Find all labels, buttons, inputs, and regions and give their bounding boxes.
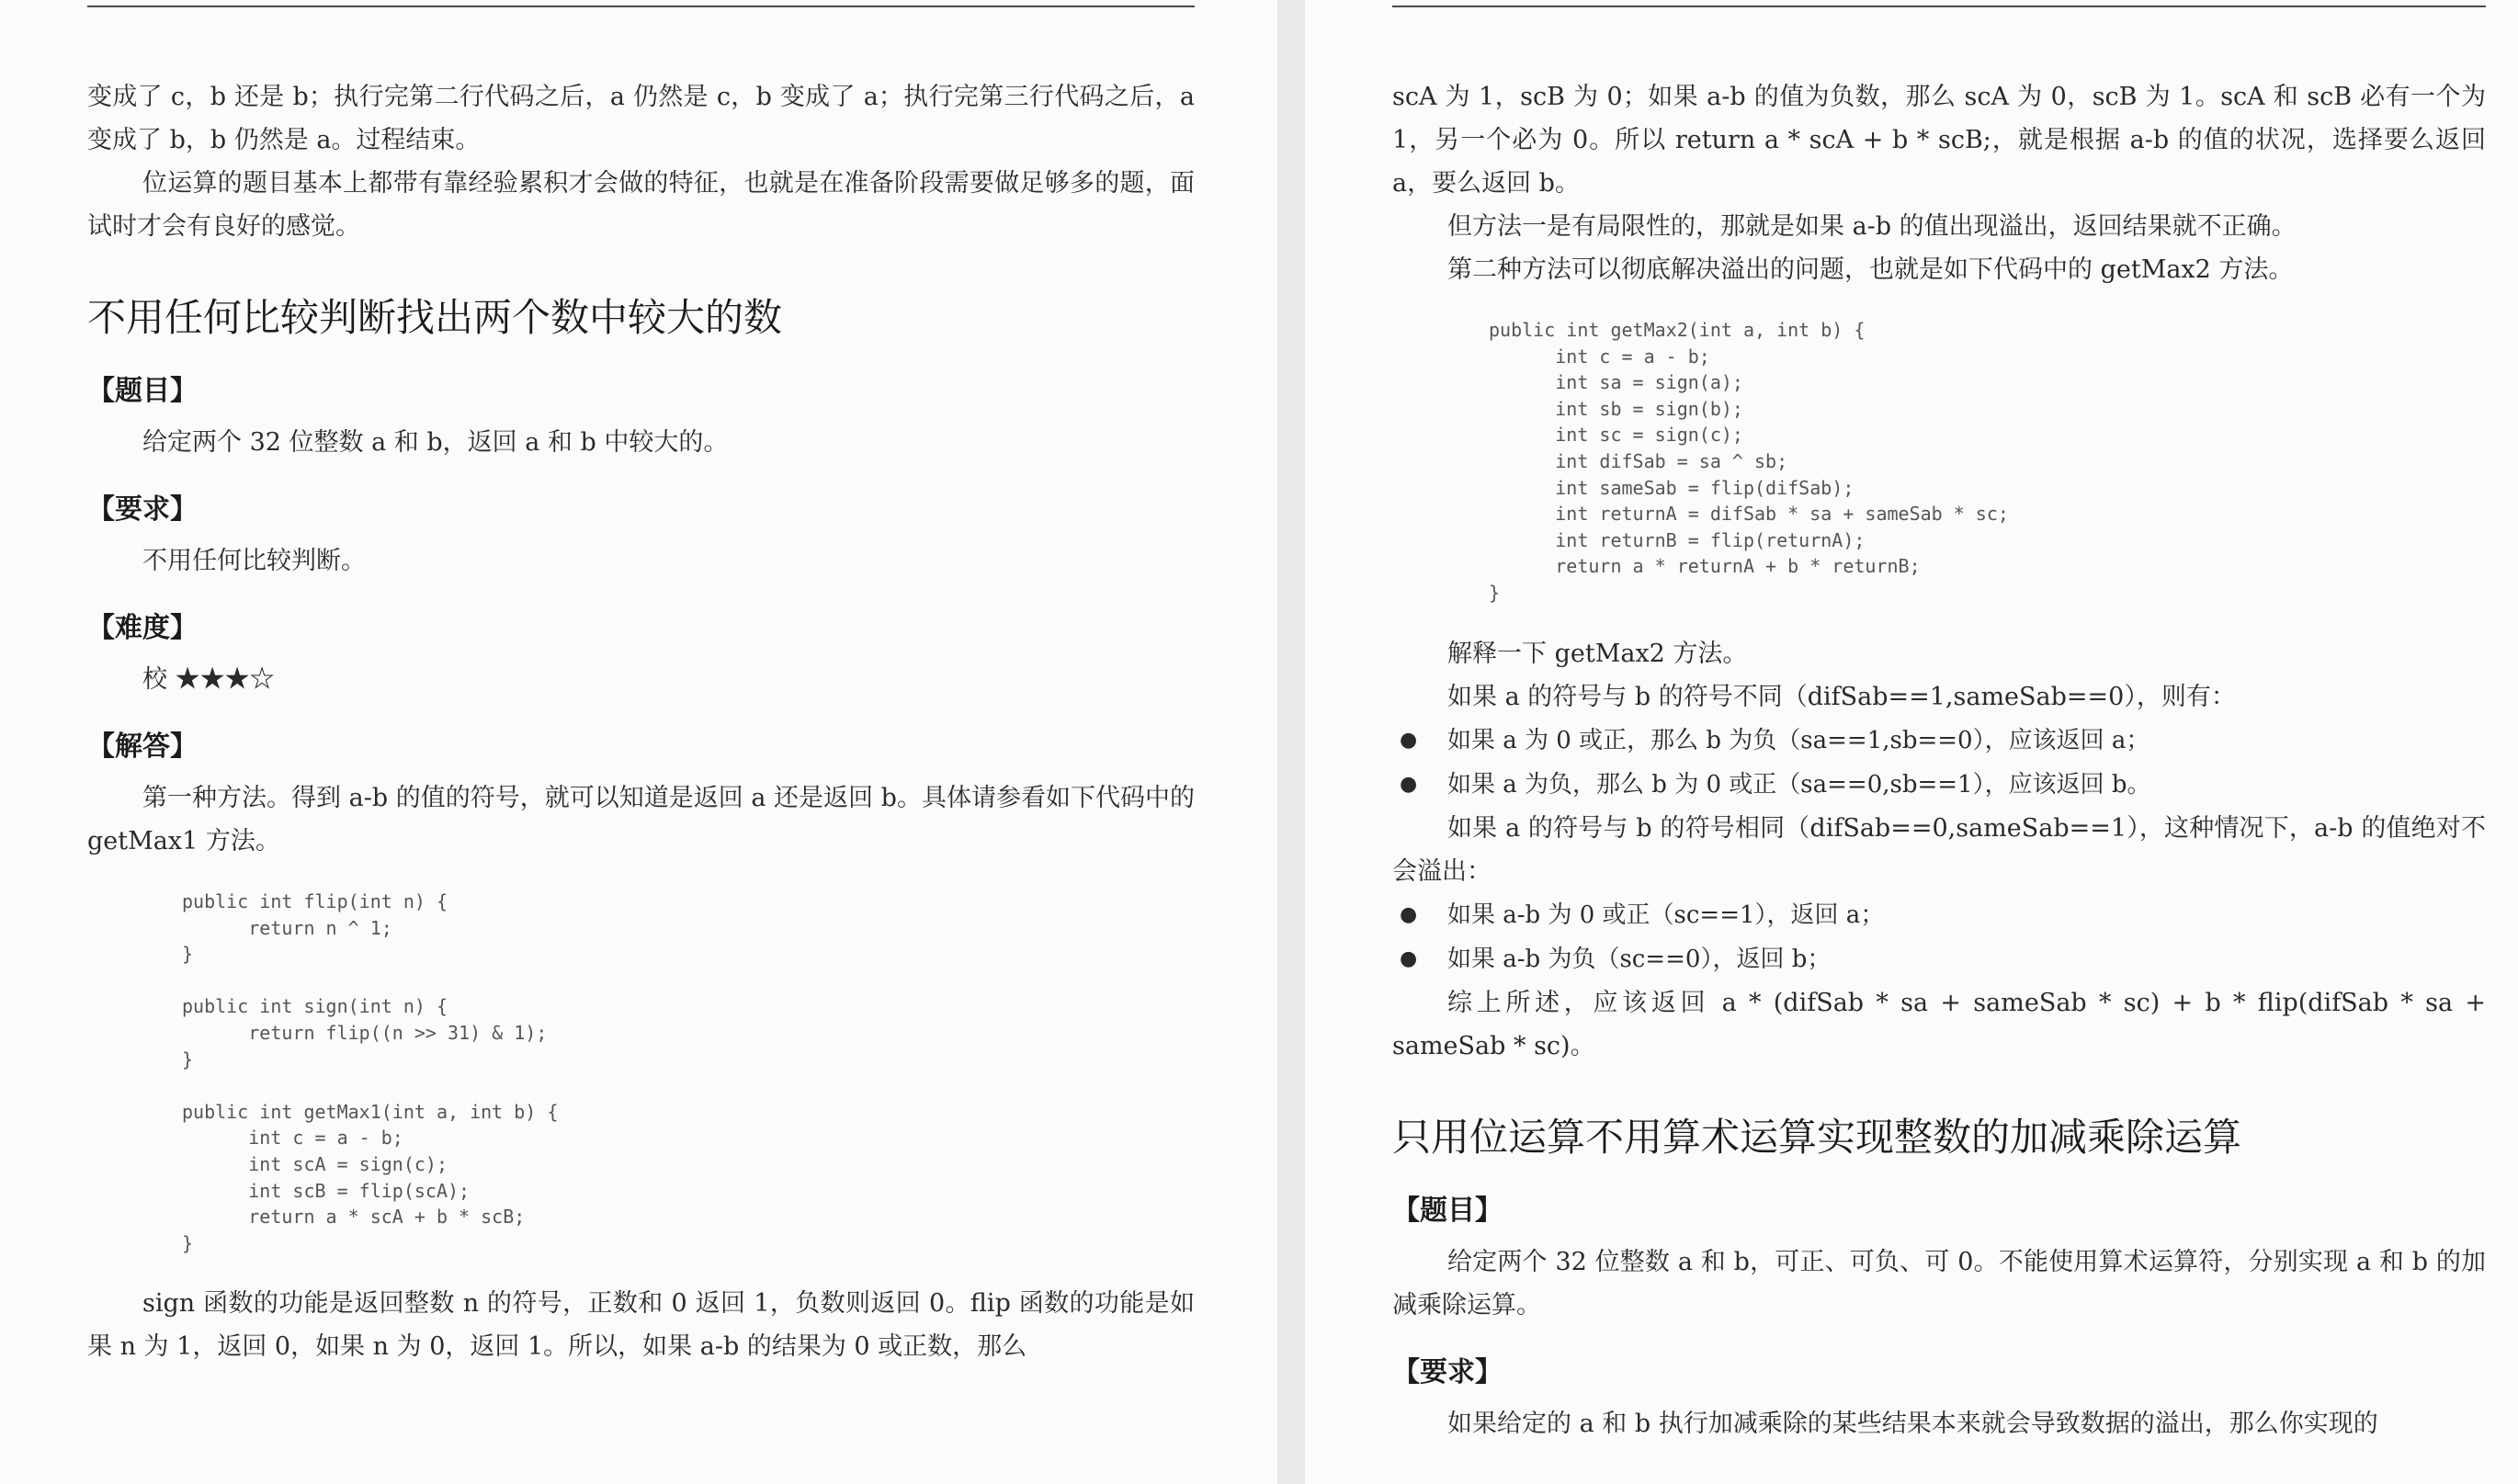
paragraph: 如果 a 的符号与 b 的符号不同（difSab==1,sameSab==0），则有： (1447, 682, 2236, 711)
paragraph: scA 为 1，scB 为 0；如果 a-b 的值为负数，那么 scA 为 0，scB 为 1。scA 和 scB 必有一个为 1，另一个必为 0。所以 return a * scA + b * scB;，就是根据 a-b 的值的状况，选择要么返回 a，要么返回 b。 (1392, 83, 2486, 198)
paragraph: 解释一下 getMax2 方法。 (1447, 639, 1748, 668)
problem-heading: 【题目】 (87, 375, 198, 407)
paragraph: sign 函数的功能是返回整数 n 的符号，正数和 0 返回 1，负数则返回 0。flip 函数的功能是如果 n 为 1，返回 0，如果 n 为 0，返回 1。所以，如果 a-b 的结果为 0 或正数，那么 (87, 1289, 1195, 1362)
left-page-content (87, 75, 1195, 1368)
bullet-icon: ● (1400, 772, 1418, 796)
right-page-content (1392, 75, 2486, 1445)
code-block-getmax1: public int flip(int n) { return n ^ 1; } public int sign(int n) { return flip((n >> 31) & 1); } public int getMax1(int a, int b) { int c = a - b; int scA = sign(c); int scB = flip(scA); return a * scA + b * scB; } (182, 890, 559, 1254)
requirement-heading: 【要求】 (87, 493, 198, 526)
section-title: 不用任何比较判断找出两个数中较大的数 (87, 295, 783, 340)
bullet-list (1392, 719, 2486, 807)
list-item: ● 如果 a 为负，那么 b 为 0 或正（sa==0,sb==1），应该返回 b。 (1392, 763, 2486, 807)
bullet-icon: ● (1400, 902, 1418, 926)
bullet-icon: ● (1400, 946, 1418, 970)
list-item: ● 如果 a-b 为负（sc==0），返回 b； (1392, 937, 2486, 981)
paragraph: 变成了 c，b 还是 b；执行完第二行代码之后，a 仍然是 c，b 变成了 a；执行完第三行代码之后，a 变成了 b，b 仍然是 a。过程结束。 (87, 83, 1195, 154)
problem-text: 给定两个 32 位整数 a 和 b，可正、可负、可 0。不能使用算术运算符，分别实现 a 和 b 的加减乘除运算。 (1392, 1247, 2486, 1320)
bullet-list (1392, 893, 2486, 981)
difficulty-heading: 【难度】 (87, 612, 198, 644)
answer-heading: 【解答】 (87, 731, 198, 763)
header-rule (1392, 6, 2486, 7)
answer-text: 第一种方法。得到 a-b 的值的符号，就可以知道是返回 a 还是返回 b。具体请参看如下代码中的 getMax1 方法。 (87, 784, 1195, 855)
paragraph: 位运算的题目基本上都带有靠经验累积才会做的特征，也就是在准备阶段需要做足够多的题，面试时才会有良好的感觉。 (87, 169, 1195, 241)
list-item: ● 如果 a-b 为 0 或正（sc==1），返回 a； (1392, 893, 2486, 937)
bullet-icon: ● (1400, 728, 1418, 752)
list-item: ● 如果 a 为 0 或正，那么 b 为负（sa==1,sb==0），应该返回 a； (1392, 719, 2486, 763)
code-block-getmax2: public int getMax2(int a, int b) { int c = a - b; int sa = sign(a); int sb = sign(b); int sc = sign(c); int difSab = sa ^ sb; int sameSab = flip(difSab); int returnA = difSab * sa + sameSab * sc; int returnB = flip(returnA); return a * returnA + b * returnB; } (1489, 319, 2009, 604)
problem-text: 给定两个 32 位整数 a 和 b，返回 a 和 b 中较大的。 (142, 428, 729, 457)
requirement-heading: 【要求】 (1392, 1355, 1503, 1388)
requirement-text: 不用任何比较判断。 (142, 547, 366, 575)
section-title: 只用位运算不用算术运算实现整数的加减乘除运算 (1392, 1114, 2242, 1160)
paragraph: 如果 a 的符号与 b 的符号相同（difSab==0,sameSab==1），这种情况下，a-b 的值绝对不会溢出： (1392, 813, 2486, 886)
summary-paragraph: 综上所述，应该返回 a * (difSab * sa + sameSab * sc) + b * flip(difSab * sa + sameSab * sc)。 (1392, 988, 2486, 1060)
right-page (1305, 0, 2518, 1484)
paragraph: 但方法一是有局限性的，那就是如果 a-b 的值出现溢出，返回结果就不正确。 (1447, 212, 2297, 241)
paragraph: 第二种方法可以彻底解决溢出的问题，也就是如下代码中的 getMax2 方法。 (1447, 255, 2294, 284)
difficulty-rating: 校 ★★★☆ (142, 665, 275, 694)
header-rule (87, 6, 1195, 7)
requirement-text: 如果给定的 a 和 b 执行加减乘除的某些结果本来就会导致数据的溢出，那么你实现的 (1447, 1409, 2378, 1438)
problem-heading: 【题目】 (1392, 1194, 1503, 1227)
